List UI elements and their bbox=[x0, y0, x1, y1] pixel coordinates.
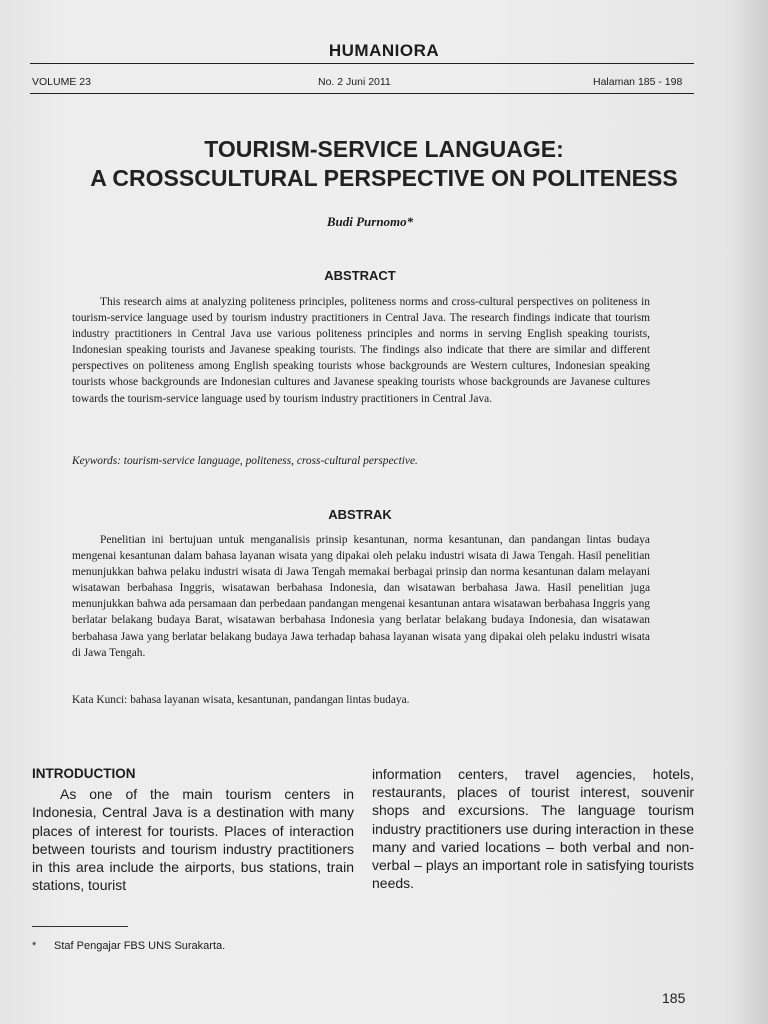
header-rule-top bbox=[30, 63, 694, 64]
keywords-text: tourism-service language, politeness, cross-cultural perspective. bbox=[123, 455, 418, 467]
abstract-text: This research aims at analyzing politeness principles, politeness norms and cross-cultural perspectives on politeness in tourism-service language used by tourism industry practitioners in Central Java. The research findings indicate that tourism industry practitioners in Central Java use various politeness principles and norms in serving English speaking tourists, Indonesian speaking tourists and Javanese speaking tourists. The findings also indicate that there are similar and different perspectives on politeness among English speaking tourists whose backgrounds are Western cultures, Indonesian speaking tourists whose backgrounds are Indonesian cultures and Javanese speaking tourists whose backgrounds are Javanese cultures towards the tourism-service language used by tourism industry practitioners in Central Java. bbox=[72, 296, 650, 405]
introduction-heading: INTRODUCTION bbox=[32, 766, 136, 781]
footnote-rule bbox=[32, 926, 128, 927]
footnote bbox=[32, 940, 225, 952]
issue-label: No. 2 Juni 2011 bbox=[318, 76, 391, 88]
page-range-label: Halaman 185 - 198 bbox=[593, 76, 683, 88]
introduction-right-text: information centers, travel agencies, hotels, restaurants, places of tourist interest, souvenir shops and excursions. The language tourism industry practitioners use during interaction in these many and varied locations – both verbal and non-verbal – plays an important role in satisfying tourists needs. bbox=[372, 766, 694, 892]
footnote-mark: * bbox=[32, 940, 37, 952]
volume-label: VOLUME 23 bbox=[32, 76, 91, 88]
abstrak-text: Penelitian ini bertujuan untuk menganalisis prinsip kesantunan, norma kesantunan, dan pandangan lintas budaya mengenai kesantunan dalam bahasa layanan wisata yang dipakai oleh pelaku industri wisata di Jawa Tengah. Hasil penelitian menunjukkan bahwa pelaku industri wisata di Jawa Tengah memakai berbagai prinsip dan norma kesantunan dalam melayani wisatawan berbahasa Inggris, wisatawan berbahasa Indonesia, dan wisatawan berbahasa Jawa. Hasil penelitian juga menunjukkan bahwa ada persamaan dan perbedaan pandangan mengenai kesantunan antara wisatawan berbahasa Inggris yang berlatar belakang budaya Barat, wisatawan berbahasa Indonesia yang berlatar belakang budaya Indonesia, dan wisatawan berbahasa Jawa yang berlatar belakang budaya Jawa terhadap bahasa layanan wisata yang dipakai oleh pelaku industri wisata di Jawa Tengah. bbox=[72, 534, 650, 659]
abstract-heading: ABSTRACT bbox=[324, 268, 396, 283]
article-title-line-2: A CROSSCULTURAL PERSPECTIVE ON POLITENESS bbox=[90, 165, 678, 191]
journal-name: HUMANIORA bbox=[328, 41, 440, 60]
introduction-right-column bbox=[372, 765, 694, 892]
author-name: Budi Purnomo* bbox=[326, 214, 414, 229]
keywords-label: Keywords: bbox=[72, 455, 121, 467]
introduction-left-text: As one of the main tourism centers in Indonesia, Central Java is a destination with many places of interest for tourists. Places of interaction between tourists and tourism industry practitioners in this area include the airports, bus stations, train stations, tourist bbox=[32, 786, 354, 894]
article-title-line-1: TOURISM-SERVICE LANGUAGE: bbox=[204, 136, 564, 162]
kata-kunci-label: Kata Kunci: bbox=[72, 694, 128, 706]
header-rule-bottom bbox=[30, 93, 694, 94]
abstract-body bbox=[72, 294, 650, 407]
introduction-left-column bbox=[32, 765, 354, 894]
abstrak-body bbox=[72, 532, 650, 661]
abstrak-heading: ABSTRAK bbox=[328, 507, 392, 522]
kata-kunci-text: bahasa layanan wisata, kesantunan, pandangan lintas budaya. bbox=[130, 694, 410, 706]
abstrak-keywords bbox=[72, 694, 650, 706]
abstract-keywords bbox=[72, 455, 650, 467]
page-number: 185 bbox=[662, 990, 686, 1006]
footnote-text: Staf Pengajar FBS UNS Surakarta. bbox=[54, 940, 226, 952]
